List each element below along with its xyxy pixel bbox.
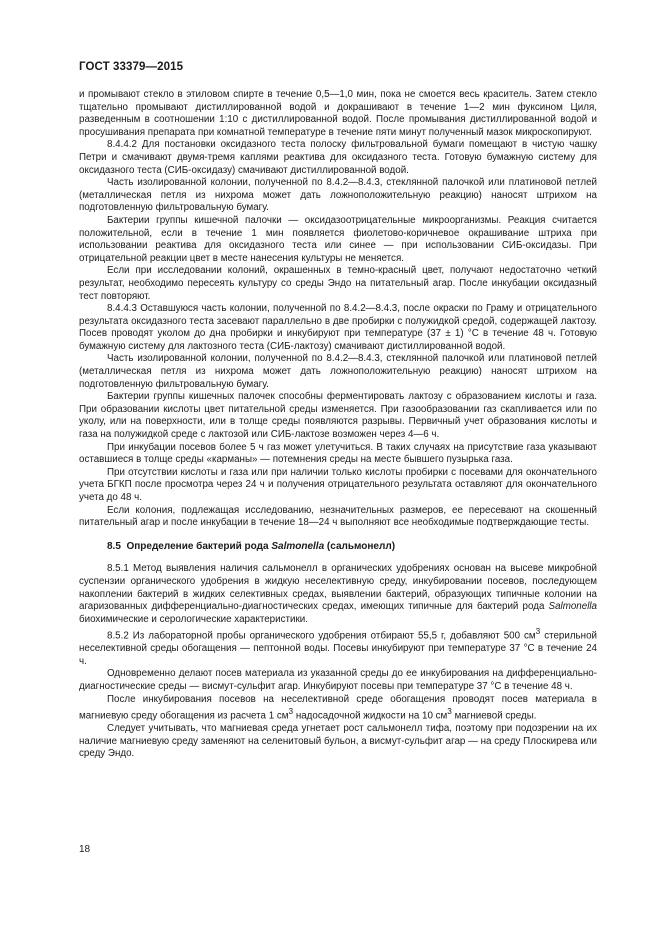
paragraph: Часть изолированной колонии, полученной по 8.4.2—8.4.3, стеклянной палочкой или платиновой петлей (металлическая петля из нихрома может дать ложноположительную реакцию) наносят штрихом на подготовленную фильтровальную бумагу. [79,177,597,214]
paragraph: Одновременно делают посев материала из указанной среды до ее инкубирования на дифференциально-диагностические среды — висмут-сульфит агар. Инкубируют посевы при температуре 37 °С в течение 48 ч. [79,668,597,692]
paragraph [79,626,597,668]
paragraph-text: магниевой среды. [451,710,537,722]
superscript: 3 [288,707,294,717]
paragraph-text: 8.5.2 Из лабораторной пробы органического удобрения отбирают 55,5 г, добавляют 500 см [107,630,536,642]
section-title-italic: Salmonella [271,540,325,552]
superscript: 3 [447,707,452,717]
paragraph-text: 8.5.1 Метод выявления наличия сальмонелл в органических удобрениях основан на высеве микробной суспензии органического удобрения в жидкую неселективную среду, инкубировании посевов, последующем накоплении бактерий в жидких селективных средах, выявлении бактерий, образующих типичные колонии на агаризованных дифференциально-диагностических средах, имеющих типичные для бактерий рода [79,563,597,613]
paragraph [79,563,597,626]
paragraph [79,694,597,723]
paragraph: При инкубации посевов более 5 ч газ может улетучиться. В таких случаях на присутствие газа указывают оставшиеся в толще среды «карманы» — потемнения среды на месте бывшего пузырька газа. [79,441,597,466]
paragraph: При отсутствии кислоты и газа или при наличии только кислоты пробирки с посевами для окончательного учета БГКП после просмотра через 24 ч и получения отрицательного результата оставляют для окончательного учета до 48 ч. [79,466,597,503]
section-title-end: (сальмонелл) [324,540,396,552]
paragraph-text: биохимические и серологические характеристики. [79,613,308,625]
paragraph-text: надосадочной жидкости на 10 см [293,710,448,722]
paragraph-text: стерильной неселективной среды обогащения — пептонной воды. Посевы инкубируют при температуре 37 °С в течение 24 ч. [79,630,597,667]
paragraph: Часть изолированной колонии, полученной по 8.4.2—8.4.3, стеклянной палочкой или платиновой петлей (металлическая петля из нихрома может дать ложноположительную реакцию) наносят штрихом на подготовленную фильтровальную бумагу. [79,353,597,390]
paragraph-text: После инкубирования посевов на неселективной среде обогащения проводят посев материала в магниевую среду обогащения из расчета 1 см [79,693,597,722]
paragraph: Если колония, подлежащая исследованию, незначительных размеров, ее пересевают на скошенный питательный агар и после инкубации в течение 18—24 ч выполняют все необходимые подтверждающие тесты. [79,504,597,529]
page-number: 18 [79,844,91,855]
paragraph: Бактерии группы кишечных палочек способны ферментировать лактозу с образованием кислоты и газа. При образовании кислоты цвет питательной среды изменяется. При газообразовании газ скапливается или по уколу, или на поверхности, или в толще среды появляются разрывы. Первичный учет образования кислоты и газа на полужидкой среде с лактозой или СИБ-лактозе возможен через 4—6 ч. [79,391,597,441]
document-header: ГОСТ 33379—2015 [79,61,184,73]
paragraph: Если при исследовании колоний, окрашенных в темно-красный цвет, получают недостаточно четкий результат, необходимо пересеять культуру со среды Эндо на питательный агар. После инкубации оксидазный тест повторяют. [79,265,597,302]
genus-name: Salmonella [548,601,597,613]
superscript: 3 [535,627,541,637]
paragraph: Следует учитывать, что магниевая среда угнетает рост сальмонелл тифа, поэтому при подозрении на их наличие магниевую среду заменяют на селенитовый бульон, а висмут-сульфит агар — на среду Плоскирева или среду Эндо. [79,723,597,760]
section-number: 8.5 [107,540,121,552]
section-heading [79,541,597,554]
section-title-start: Определение бактерий рода [126,540,272,552]
paragraph: 8.4.4.3 Оставшуюся часть колонии, полученной по 8.4.2—8.4.3, после окраски по Граму и отрицательного результата оксидазного теста засевают параллельно в две пробирки с полужидкой средой, содержащей лактозу. Посев проводят уколом до дна пробирки и инкубируют при температуре (37 ± 1) °С в течение 48 ч. Готовую бумажную систему для лактозного теста (СИБ-лактозу) смачивают дистиллированной водой. [79,303,597,352]
paragraph: Бактерии группы кишечной палочки — оксидазоотрицательные микроорганизмы. Реакция считается положительной, если в течение 1 мин появляется фиолетово-коричневое окрашивание штриха при использовании реактива для оксидазного теста или синее — при использовании СИБ-оксидазы. При отрицательной реакции цвет в месте нанесения культуры не меняется. [79,214,597,264]
paragraph: 8.4.4.2 Для постановки оксидазного теста полоску фильтровальной бумаги помещают в чистую чашку Петри и смачивают двумя-тремя каплями реактива для оксидазного теста. Готовую бумажную систему для оксидазного теста (СИБ-оксидазу) смачивают дистиллированной водой. [79,139,597,176]
document-body [79,89,597,761]
paragraph: и промывают стекло в этиловом спирте в течение 0,5—1,0 мин, пока не смоется весь краситель. Затем стекло тщательно промывают дистиллированной водой и докрашивают в течение 1—2 мин фуксином Циля, разведенным в соотношении 1:10 с дистиллированной водой. После промывания дистиллированной водой и просушивания препарата при комнатной температуре в течение пяти минут полученный мазок микроскопируют. [79,89,597,138]
